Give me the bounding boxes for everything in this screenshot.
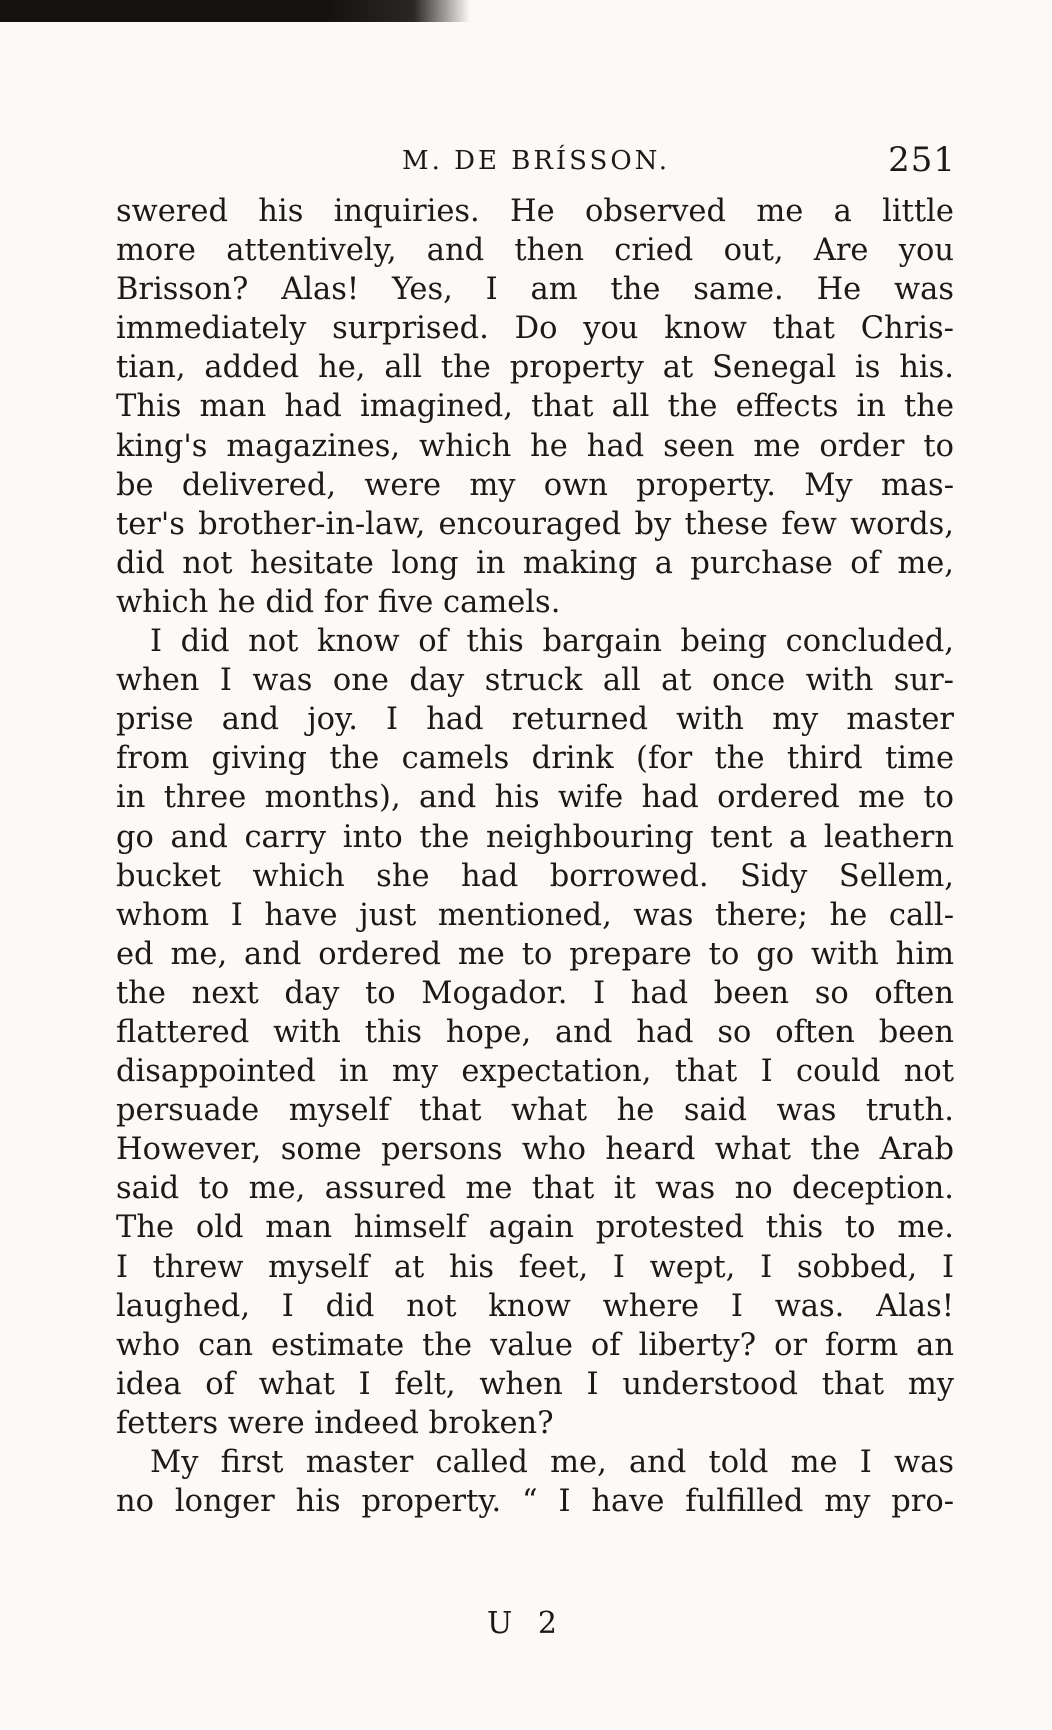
- text-line: ed me, and ordered me to prepare to go with him: [116, 936, 954, 972]
- text-line: Brisson? Alas! Yes, I am the same. He was: [116, 272, 954, 308]
- text-line: when I was one day struck all at once with sur-: [116, 663, 954, 699]
- text-line: go and carry into the neighbouring tent a leathern: [116, 819, 954, 855]
- text-line: laughed, I did not know where I was. Alas!: [116, 1288, 954, 1324]
- signature-mark: U 2: [487, 1606, 565, 1641]
- text-line: whom I have just mentioned, was there; he call-: [116, 897, 954, 933]
- text-line: fetters were indeed broken?: [116, 1405, 554, 1441]
- running-title: M. DE BRÍSSON.: [401, 146, 671, 176]
- text-line: My first master called me, and told me I was: [150, 1445, 954, 1480]
- page-number: 251: [888, 140, 956, 180]
- text-line: disappointed in my expectation, that I could not: [116, 1054, 954, 1090]
- text-line: from giving the camels drink (for the third time: [116, 741, 954, 777]
- text-line: more attentively, and then cried out, Are you: [116, 233, 954, 269]
- text-line: did not hesitate long in making a purchase of me,: [116, 545, 954, 581]
- text-line: persuade myself that what he said was truth.: [116, 1093, 954, 1129]
- text-line: said to me, assured me that it was no deception.: [116, 1171, 954, 1207]
- text-line: However, some persons who heard what the Arab: [116, 1132, 954, 1168]
- scan-edge-bar: [0, 0, 470, 22]
- text-line: who can estimate the value of liberty? or form an: [116, 1327, 954, 1363]
- text-line: flattered with this hope, and had so often been: [116, 1014, 954, 1050]
- text-line: the next day to Mogador. I had been so often: [116, 975, 954, 1011]
- text-line: swered his inquiries. He observed me a little: [116, 194, 954, 229]
- running-head: [116, 140, 956, 184]
- text-line: bucket which she had borrowed. Sidy Sellem,: [116, 858, 954, 894]
- text-line: no longer his property. “ I have fulfilled my pro-: [116, 1484, 954, 1520]
- text-line: The old man himself again protested this to me.: [116, 1210, 954, 1246]
- text-line: I did not know of this bargain being concluded,: [150, 624, 954, 660]
- text-line: in three months), and his wife had ordered me to: [116, 780, 954, 816]
- text-line: I threw myself at his feet, I wept, I sobbed, I: [116, 1249, 954, 1285]
- text-line: prise and joy. I had returned with my master: [116, 702, 954, 738]
- text-line: king's magazines, which he had seen me order to: [116, 428, 954, 464]
- body-text: [116, 192, 954, 1521]
- text-line: immediately surprised. Do you know that Chris-: [116, 311, 954, 347]
- text-line: which he did for five camels.: [116, 584, 561, 620]
- text-line: tian, added he, all the property at Senegal is his.: [116, 350, 954, 386]
- text-line: ter's brother-in-law, encouraged by these few words,: [116, 506, 954, 542]
- text-line: be delivered, were my own property. My mas-: [116, 467, 954, 503]
- text-line: idea of what I felt, when I understood that my: [116, 1366, 954, 1402]
- text-line: This man had imagined, that all the effects in the: [116, 389, 954, 425]
